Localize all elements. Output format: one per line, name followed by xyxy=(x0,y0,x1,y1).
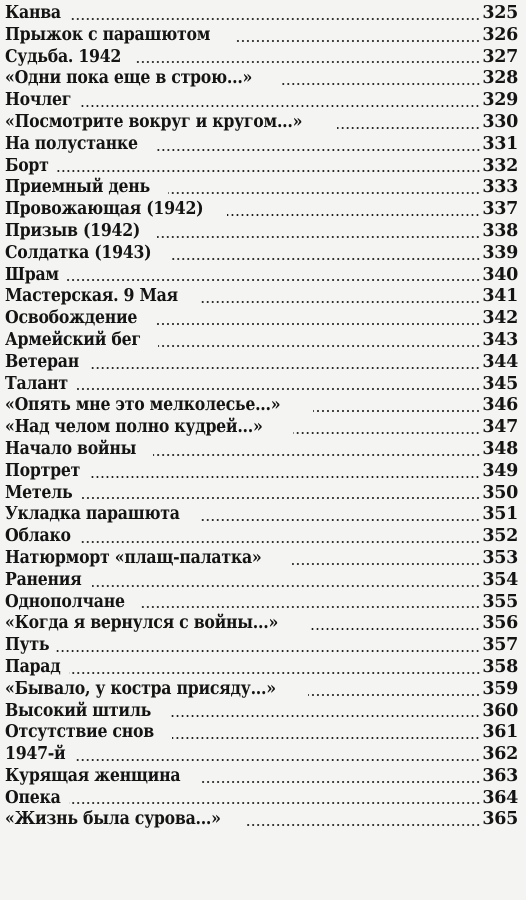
toc-entry-page: 330 xyxy=(482,111,518,132)
toc-entry-page: 344 xyxy=(482,351,518,372)
toc-entry-page: 328 xyxy=(482,68,518,89)
toc-entry-title: Канва xyxy=(5,3,61,23)
toc-entry xyxy=(5,657,518,679)
toc-entry-title: На полустанке xyxy=(5,133,138,154)
toc-entry-page: 355 xyxy=(482,591,518,612)
toc-entry xyxy=(5,90,518,112)
toc-entry xyxy=(5,548,518,570)
toc-entry-page: 349 xyxy=(482,460,518,481)
toc-entry xyxy=(5,286,518,308)
toc-entry xyxy=(5,679,518,701)
dot-leader xyxy=(154,323,480,325)
dot-leader xyxy=(92,585,480,587)
toc-entry xyxy=(5,374,518,396)
toc-entry xyxy=(5,613,518,635)
toc-entry xyxy=(5,330,518,352)
toc-entry-title: Борт xyxy=(5,155,49,176)
toc-entry xyxy=(5,265,518,287)
toc-entry-page: 350 xyxy=(482,482,518,503)
toc-entry-page: 360 xyxy=(482,700,518,721)
toc-entry-title: Провожающая (1942) xyxy=(5,199,204,220)
toc-entry-title: Метель xyxy=(5,482,73,503)
toc-entry xyxy=(5,635,518,657)
toc-entry xyxy=(5,483,518,505)
toc-entry xyxy=(5,701,518,723)
toc-entry-title: Призыв (1942) xyxy=(5,220,141,241)
toc-entry-title: Армейский бег xyxy=(5,329,141,350)
toc-entry xyxy=(5,570,518,592)
toc-entry-page: 347 xyxy=(482,417,518,438)
toc-entry-title: «Опять мне это мелколесье...» xyxy=(5,395,281,416)
dot-leader xyxy=(136,61,480,63)
dot-leader xyxy=(80,105,480,107)
dot-leader xyxy=(140,606,480,608)
toc-entry-title: Укладка парашюта xyxy=(5,504,180,525)
toc-entry xyxy=(5,156,518,178)
dot-leader xyxy=(308,694,480,696)
toc-entry-title: «Когда я вернулся с войны...» xyxy=(5,613,279,634)
toc-entry-title: Курящая женщина xyxy=(5,765,181,786)
toc-entry-page: 331 xyxy=(482,133,518,154)
toc-entry-page: 358 xyxy=(482,656,518,677)
toc-entry xyxy=(5,788,518,810)
dot-leader xyxy=(337,127,480,129)
toc-entry xyxy=(5,112,518,134)
dot-leader xyxy=(172,737,480,739)
toc-entry-page: 342 xyxy=(482,308,518,329)
toc-entry-page: 361 xyxy=(482,722,518,743)
toc-entry-page: 339 xyxy=(482,242,518,263)
toc-entry-title: Натюрморт «плащ-палатка» xyxy=(5,547,262,568)
dot-leader xyxy=(82,497,480,499)
toc-entry-title: Прыжок с парашютом xyxy=(5,24,211,45)
toc-entry xyxy=(5,221,518,243)
toc-entry-page: 332 xyxy=(482,155,518,176)
toc-entry-title: Отсутствие снов xyxy=(5,722,154,743)
toc-entry-page: 356 xyxy=(482,613,518,634)
dot-leader xyxy=(153,454,481,456)
toc-entry-page: 327 xyxy=(482,46,518,67)
toc-entry xyxy=(5,395,518,417)
toc-entry-page: 351 xyxy=(482,504,518,525)
toc-entry xyxy=(5,177,518,199)
toc-entry-title: Опека xyxy=(5,787,61,808)
dot-leader xyxy=(170,258,481,260)
toc-entry-title: Талант xyxy=(5,373,68,394)
dot-leader xyxy=(56,650,480,652)
toc-entry-title: Парад xyxy=(5,656,61,677)
toc-entry-title: «Над челом полно кудрей...» xyxy=(5,417,263,438)
toc-entry-title: Начало войны xyxy=(5,438,137,459)
dot-leader xyxy=(69,802,481,804)
toc-entry-title: «Одни пока еще в строю...» xyxy=(5,68,253,89)
dot-leader xyxy=(67,279,481,281)
dot-leader xyxy=(74,759,480,761)
toc-entry-title: Высокий штиль xyxy=(5,700,152,721)
toc-entry-page: 329 xyxy=(482,90,518,111)
dot-leader xyxy=(227,214,480,216)
toc-entry-page: 357 xyxy=(482,635,518,656)
toc-entry xyxy=(5,47,518,69)
toc-entry-page: 346 xyxy=(482,395,518,416)
toc-entry-title: Шрам xyxy=(5,264,59,285)
dot-leader xyxy=(292,563,480,565)
dot-leader xyxy=(201,519,480,521)
toc-entry-title: Облако xyxy=(5,526,71,547)
table-of-contents xyxy=(5,3,518,831)
toc-entry-title: Приемный день xyxy=(5,177,150,198)
dot-leader xyxy=(293,432,480,434)
toc-entry-page: 348 xyxy=(482,438,518,459)
toc-entry xyxy=(5,134,518,156)
dot-leader xyxy=(202,781,481,783)
toc-entry-page: 343 xyxy=(482,329,518,350)
toc-entry-page: 326 xyxy=(482,24,518,45)
dot-leader xyxy=(235,40,480,42)
toc-entry-title: Ветеран xyxy=(5,351,79,372)
dot-leader xyxy=(310,628,480,630)
dot-leader xyxy=(89,367,480,369)
toc-entry-title: Ранения xyxy=(5,569,82,590)
toc-entry xyxy=(5,766,518,788)
toc-entry xyxy=(5,352,518,374)
toc-entry-page: 345 xyxy=(482,373,518,394)
toc-entry-page: 325 xyxy=(482,3,518,23)
toc-entry-title: Портрет xyxy=(5,460,81,481)
dot-leader xyxy=(56,170,481,172)
dot-leader xyxy=(158,345,481,347)
toc-entry-page: 363 xyxy=(482,765,518,786)
toc-entry-page: 359 xyxy=(482,678,518,699)
dot-leader xyxy=(313,410,480,412)
toc-entry-title: Путь xyxy=(5,635,50,656)
toc-entry xyxy=(5,461,518,483)
toc-entry xyxy=(5,744,518,766)
dot-leader xyxy=(169,715,480,717)
toc-entry-title: 1947-й xyxy=(5,744,66,765)
toc-entry-page: 333 xyxy=(482,177,518,198)
toc-entry-page: 365 xyxy=(482,809,518,830)
toc-entry-page: 341 xyxy=(482,286,518,307)
toc-entry-page: 364 xyxy=(482,787,518,808)
toc-entry-page: 353 xyxy=(482,547,518,568)
toc-entry-title: Ночлег xyxy=(5,90,72,111)
dot-leader xyxy=(77,388,480,390)
toc-entry-title: «Жизнь была сурова...» xyxy=(5,809,221,830)
dot-leader xyxy=(199,301,480,303)
dot-leader xyxy=(282,83,481,85)
toc-entry-page: 338 xyxy=(482,220,518,241)
dot-leader xyxy=(80,541,480,543)
toc-entry xyxy=(5,199,518,221)
dot-leader xyxy=(157,236,480,238)
toc-entry-title: «Посмотрите вокруг и кругом...» xyxy=(5,111,303,132)
toc-entry-title: Судьба. 1942 xyxy=(5,46,122,67)
toc-entry xyxy=(5,809,518,831)
toc-entry xyxy=(5,68,518,90)
toc-entry xyxy=(5,417,518,439)
toc-entry-title: Солдатка (1943) xyxy=(5,242,152,263)
toc-entry xyxy=(5,722,518,744)
toc-entry-page: 337 xyxy=(482,199,518,220)
toc-entry xyxy=(5,592,518,614)
toc-entry-title: «Бывало, у костра присяду...» xyxy=(5,678,276,699)
toc-entry-title: Однополчане xyxy=(5,591,125,612)
toc-entry-page: 340 xyxy=(482,264,518,285)
toc-entry xyxy=(5,243,518,265)
toc-entry-title: Освобождение xyxy=(5,308,138,329)
toc-entry xyxy=(5,526,518,548)
dot-leader xyxy=(69,18,480,20)
dot-leader xyxy=(168,192,480,194)
toc-entry xyxy=(5,504,518,526)
toc-entry xyxy=(5,3,518,25)
toc-entry-title: Мастерская. 9 Мая xyxy=(5,286,178,307)
dot-leader xyxy=(155,149,481,151)
toc-entry xyxy=(5,308,518,330)
dot-leader xyxy=(69,672,481,674)
toc-entry-page: 354 xyxy=(482,569,518,590)
toc-entry xyxy=(5,25,518,47)
dot-leader xyxy=(247,824,481,826)
dot-leader xyxy=(90,476,480,478)
toc-entry-page: 352 xyxy=(482,526,518,547)
toc-entry-page: 362 xyxy=(482,744,518,765)
toc-entry xyxy=(5,439,518,461)
